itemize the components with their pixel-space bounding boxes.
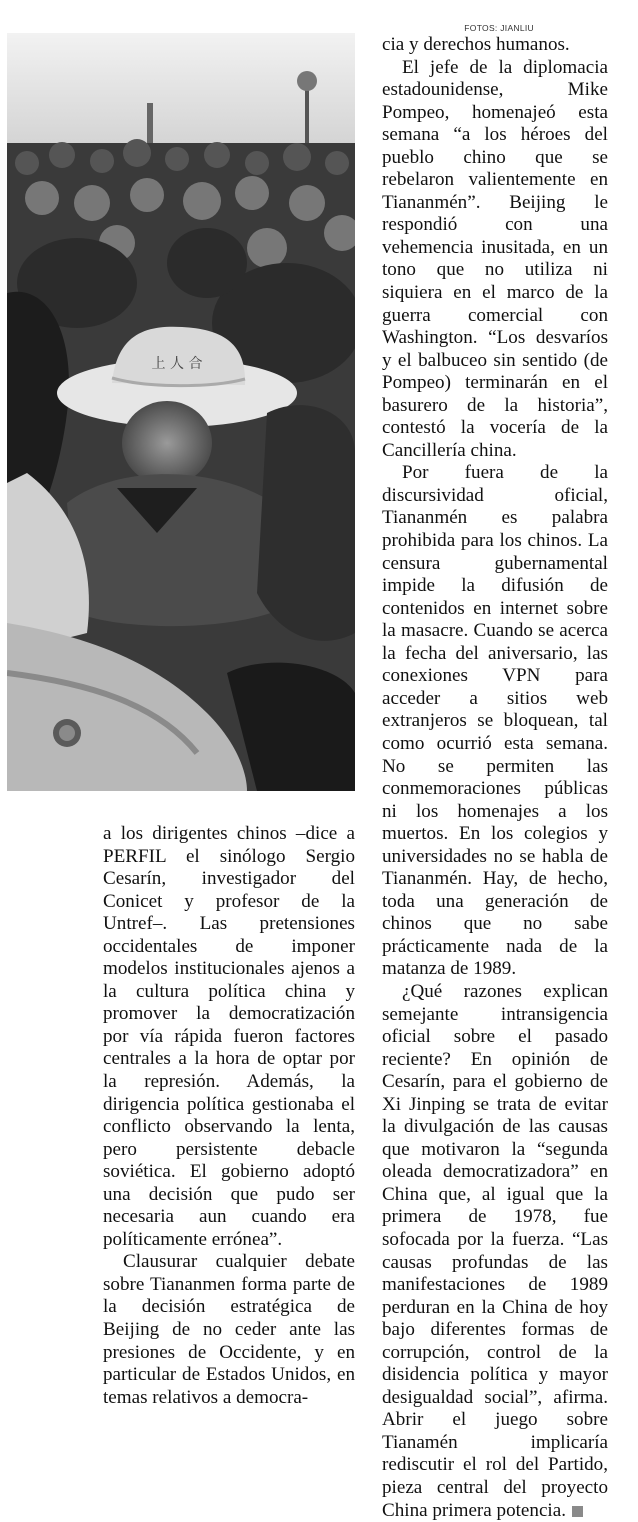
- left-text-column: [103, 823, 355, 1409]
- paragraph: [382, 981, 608, 1522]
- paragraph: Clausurar cualquier debate sobre Tiananmen forma parte de la decisión estratégica de Beijing de no ceder ante las presiones de Occidente, y en particular de Estados Unidos, en temas relativos a democra-: [103, 1251, 355, 1408]
- paragraph: a los dirigentes chinos –dice a PERFIL el sinólogo Sergio Cesarín, investigador del Conicet y profesor de la Untref–. Las pretensiones occidentales de imponer modelos institucionales ajenos a la cultura política china y promover la democratización por vía rápida fueron factores centrales a la hora de optar por la represión. Además, la dirigencia política gestionaba el conflicto observando la lenta, pero persistente debacle soviética. El gobierno adoptó una decisión que pudo ser necesaria aun cuando era políticamente errónea”.: [103, 823, 355, 1250]
- photo-credit: FOTOS: JIANLIU: [464, 23, 534, 33]
- paragraph: Por fuera de la discursividad oficial, Tiananmén es palabra prohibida para los chinos. La censura gubernamental impide la difusión de contenidos en internet sobre la masacre. Cuando se acerca la fecha del aniversario, las conexiones VPN para acceder a sitios web extranjeros se bloquean, tal como ocurrió esta semana. No se permiten las conmemoraciones públicas ni los homenajes a los muertos. En los colegios y universidades no se habla de Tiananmén. Hay, de hecho, toda una generación de chinos que no sabe prácticamente nada de la matanza de 1989.: [382, 462, 608, 980]
- end-of-article-mark: [572, 1506, 583, 1517]
- paragraph: El jefe de la diplomacia estadounidense, Mike Pompeo, homenajeó esta semana “a los héroes del pueblo chino que se rebelaron valientemente en Tiananmén”. Beijing le respondió con una vehemencia inusitada, en un tono que no utiliza ni siquiera en el marco de la guerra comercial con Washington. “Los desvaríos y el balbuceo sin sentido (de Pompeo) terminarán en el basurero de la historia”, contestó la vocería de la Cancillería china.: [382, 56, 608, 461]
- paragraph: cia y derechos humanos.: [382, 34, 570, 55]
- hat-text: 上 人 合: [151, 356, 203, 372]
- crowd-photo: [7, 33, 355, 791]
- paragraph-text: ¿Qué razones explican semejante intransigencia oficial sobre el pasado reciente? En opinión de Cesarín, para el gobierno de Xi Jinping se trata de evitar la divulgación de las causas que motivaron la “segunda oleada democratizadora” en China que, al igual que la primera de 1978, fue sofocada por la fuerza. “Las causas profundas de las manifestaciones de 1989 perduran en la China de hoy bajo diferentes formas de corrupción, control de la disidencia política y mayor desigualdad social”, afirma. Abrir el juego sobre Tianamén implicaría rediscutir el rol del Partido, pieza central del proyecto China primera potencia.: [382, 980, 608, 1521]
- right-text-column: [382, 34, 608, 1522]
